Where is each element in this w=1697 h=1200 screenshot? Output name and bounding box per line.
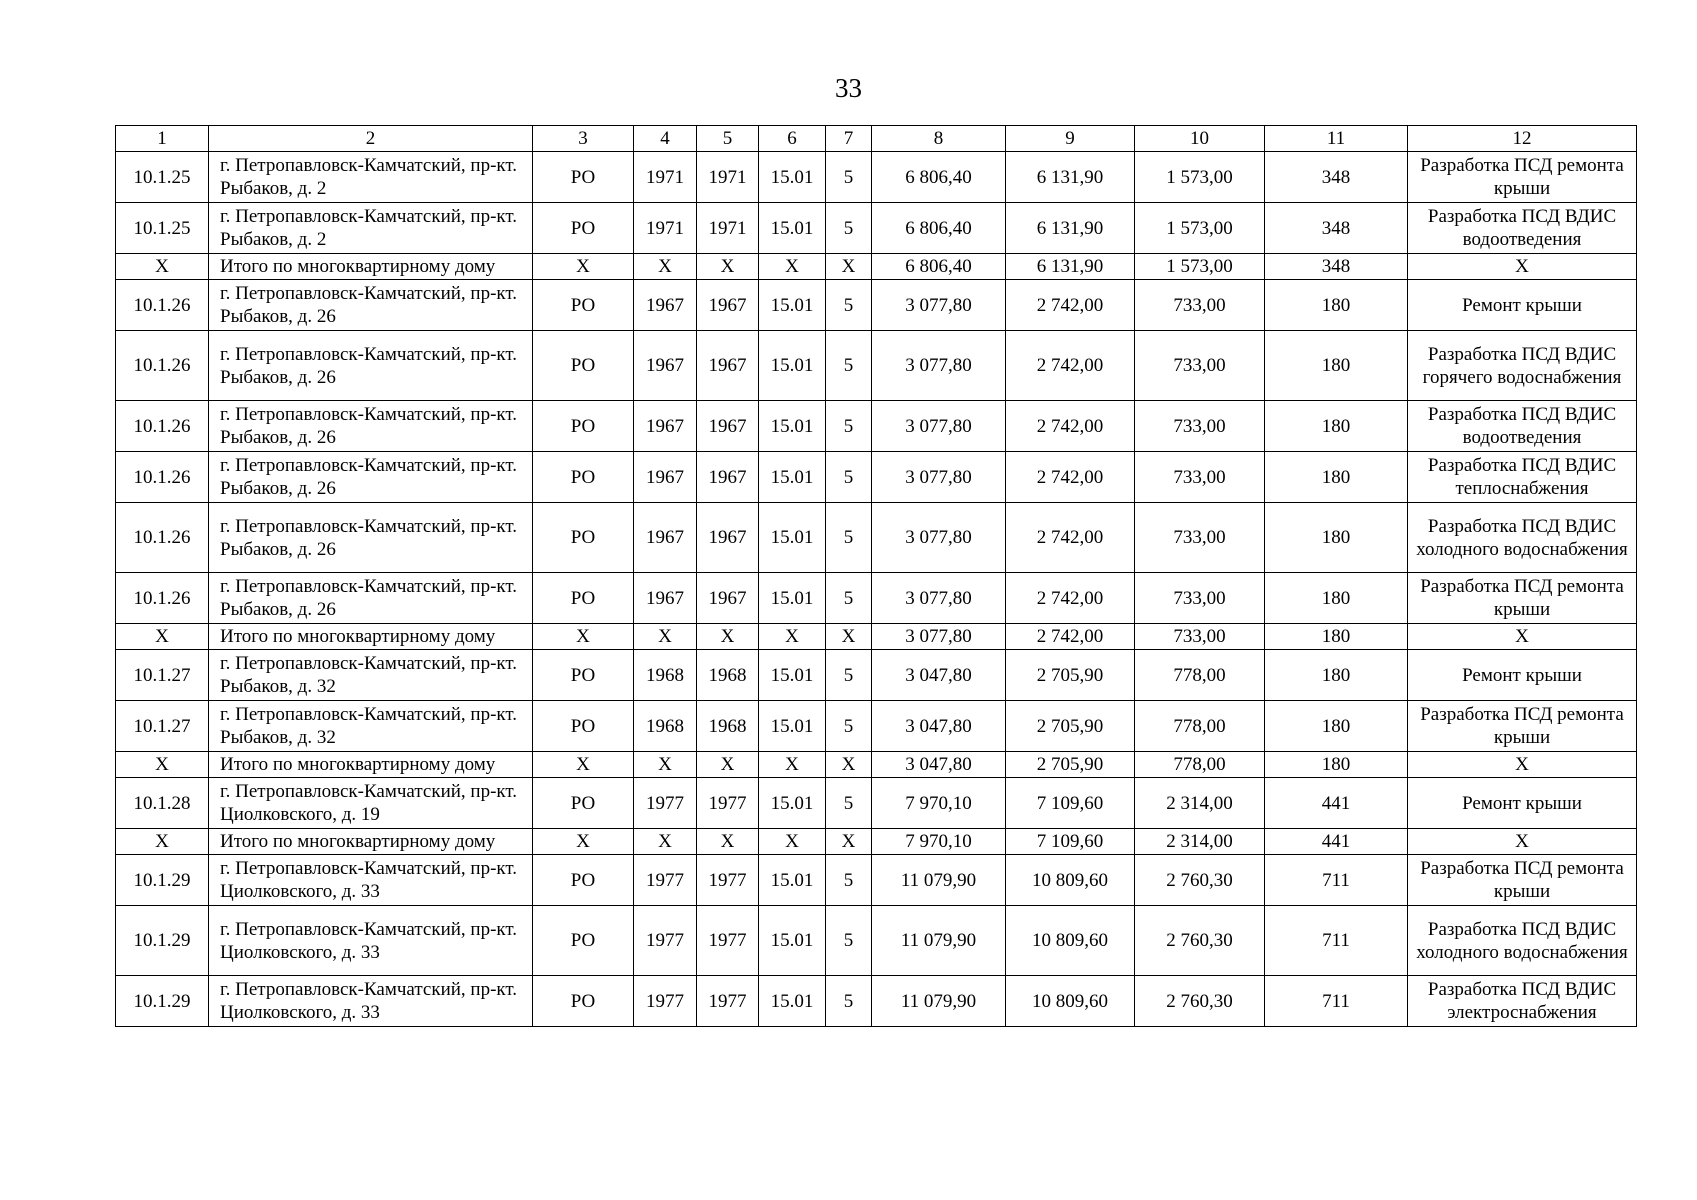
item-number-cell: 10.1.26 [116,452,209,503]
total-row [116,624,1637,650]
year-built-cell: X [634,254,697,280]
work-type-cell: Ремонт крыши [1408,778,1637,829]
table-row [116,778,1637,829]
header-cell: 6 [759,126,826,152]
total-area-cell: 7 970,10 [872,829,1006,855]
living-area-cell: 2 742,00 [1006,503,1135,573]
floors-cell: 5 [826,452,872,503]
type-cell: X [533,254,634,280]
living-area-cell: 10 809,60 [1006,906,1135,976]
living-area-cell: 2 742,00 [1006,573,1135,624]
floors-cell: X [826,254,872,280]
year-commission-cell: X [697,829,759,855]
residents-cell: 180 [1265,452,1408,503]
nonliving-area-cell: 733,00 [1135,624,1265,650]
header-cell: 3 [533,126,634,152]
nonliving-area-cell: 733,00 [1135,331,1265,401]
floors-cell: 5 [826,701,872,752]
item-number-cell: 10.1.26 [116,573,209,624]
type-cell: РО [533,976,634,1027]
work-type-cell: Разработка ПСД ремонта крыши [1408,152,1637,203]
total-area-cell: 6 806,40 [872,254,1006,280]
total-area-cell: 3 077,80 [872,573,1006,624]
address-cell: г. Петропавловск-Камчатский, пр-кт. Рыбаков, д. 26 [209,452,533,503]
floors-cell: 5 [826,152,872,203]
year-built-cell: 1967 [634,573,697,624]
total-area-cell: 11 079,90 [872,976,1006,1027]
year-commission-cell: 1971 [697,203,759,254]
nonliving-area-cell: 733,00 [1135,503,1265,573]
residents-cell: 441 [1265,829,1408,855]
residents-cell: 180 [1265,650,1408,701]
nonliving-area-cell: 778,00 [1135,752,1265,778]
item-number-cell: 10.1.29 [116,855,209,906]
year-built-cell: 1968 [634,650,697,701]
header-cell: 11 [1265,126,1408,152]
work-type-cell: X [1408,752,1637,778]
total-row [116,752,1637,778]
year-commission-cell: 1977 [697,778,759,829]
residents-cell: 348 [1265,203,1408,254]
type-cell: РО [533,452,634,503]
item-number-cell: 10.1.25 [116,203,209,254]
item-number-cell: 10.1.26 [116,401,209,452]
table-row [116,503,1637,573]
address-cell: г. Петропавловск-Камчатский, пр-кт. Циолковского, д. 33 [209,906,533,976]
address-cell: Итого по многоквартирному дому [209,829,533,855]
work-type-cell: Разработка ПСД ремонта крыши [1408,855,1637,906]
nonliving-area-cell: 733,00 [1135,401,1265,452]
nonliving-area-cell: 1 573,00 [1135,203,1265,254]
year-built-cell: 1967 [634,331,697,401]
residents-cell: 180 [1265,503,1408,573]
living-area-cell: 2 742,00 [1006,331,1135,401]
code-cell: 15.01 [759,976,826,1027]
work-type-cell: Разработка ПСД ВДИС водоотведения [1408,203,1637,254]
year-commission-cell: 1977 [697,855,759,906]
work-type-cell: Разработка ПСД ВДИС электроснабжения [1408,976,1637,1027]
nonliving-area-cell: 778,00 [1135,650,1265,701]
living-area-cell: 7 109,60 [1006,829,1135,855]
address-cell: г. Петропавловск-Камчатский, пр-кт. Рыбаков, д. 26 [209,280,533,331]
year-built-cell: 1977 [634,906,697,976]
living-area-cell: 10 809,60 [1006,855,1135,906]
residents-cell: 711 [1265,855,1408,906]
type-cell: РО [533,573,634,624]
type-cell: X [533,752,634,778]
living-area-cell: 2 742,00 [1006,452,1135,503]
header-cell: 12 [1408,126,1637,152]
living-area-cell: 2 742,00 [1006,624,1135,650]
type-cell: РО [533,331,634,401]
year-commission-cell: X [697,752,759,778]
floors-cell: 5 [826,650,872,701]
code-cell: X [759,254,826,280]
address-cell: г. Петропавловск-Камчатский, пр-кт. Рыбаков, д. 2 [209,203,533,254]
code-cell: 15.01 [759,203,826,254]
address-cell: г. Петропавловск-Камчатский, пр-кт. Рыбаков, д. 2 [209,152,533,203]
total-area-cell: 3 077,80 [872,280,1006,331]
year-commission-cell: 1967 [697,331,759,401]
year-commission-cell: X [697,624,759,650]
living-area-cell: 2 742,00 [1006,280,1135,331]
code-cell: 15.01 [759,650,826,701]
code-cell: X [759,624,826,650]
table-row [116,280,1637,331]
year-commission-cell: 1967 [697,573,759,624]
type-cell: РО [533,650,634,701]
address-cell: г. Петропавловск-Камчатский, пр-кт. Циолковского, д. 19 [209,778,533,829]
table-row [116,701,1637,752]
year-built-cell: 1968 [634,701,697,752]
table-row [116,331,1637,401]
nonliving-area-cell: 2 314,00 [1135,778,1265,829]
item-number-cell: X [116,752,209,778]
address-cell: Итого по многоквартирному дому [209,624,533,650]
residents-cell: 441 [1265,778,1408,829]
table-body [116,126,1637,1027]
item-number-cell: X [116,254,209,280]
address-cell: г. Петропавловск-Камчатский, пр-кт. Рыбаков, д. 32 [209,701,533,752]
nonliving-area-cell: 733,00 [1135,573,1265,624]
floors-cell: 5 [826,203,872,254]
code-cell: 15.01 [759,855,826,906]
item-number-cell: X [116,624,209,650]
year-built-cell: 1967 [634,503,697,573]
item-number-cell: 10.1.26 [116,331,209,401]
page-number: 33 [835,73,862,103]
floors-cell: 5 [826,280,872,331]
floors-cell: X [826,752,872,778]
year-built-cell: X [634,752,697,778]
nonliving-area-cell: 1 573,00 [1135,152,1265,203]
floors-cell: 5 [826,976,872,1027]
year-commission-cell: 1967 [697,401,759,452]
code-cell: 15.01 [759,503,826,573]
type-cell: РО [533,503,634,573]
table-row [116,401,1637,452]
header-cell: 9 [1006,126,1135,152]
item-number-cell: X [116,829,209,855]
table-row [116,152,1637,203]
code-cell: 15.01 [759,701,826,752]
code-cell: 15.01 [759,573,826,624]
residents-cell: 180 [1265,280,1408,331]
table-row [116,976,1637,1027]
year-commission-cell: 1967 [697,280,759,331]
item-number-cell: 10.1.26 [116,503,209,573]
type-cell: РО [533,203,634,254]
nonliving-area-cell: 778,00 [1135,701,1265,752]
header-cell: 1 [116,126,209,152]
residents-cell: 180 [1265,701,1408,752]
table-row [116,573,1637,624]
type-cell: РО [533,701,634,752]
floors-cell: X [826,624,872,650]
header-cell: 5 [697,126,759,152]
floors-cell: 5 [826,331,872,401]
header-row [116,126,1637,152]
code-cell: 15.01 [759,401,826,452]
code-cell: X [759,752,826,778]
address-cell: г. Петропавловск-Камчатский, пр-кт. Циолковского, д. 33 [209,855,533,906]
work-type-cell: Разработка ПСД ВДИС теплоснабжения [1408,452,1637,503]
living-area-cell: 6 131,90 [1006,152,1135,203]
total-area-cell: 3 047,80 [872,650,1006,701]
living-area-cell: 2 705,90 [1006,701,1135,752]
header-cell: 10 [1135,126,1265,152]
work-type-cell: Ремонт крыши [1408,650,1637,701]
year-built-cell: X [634,829,697,855]
living-area-cell: 10 809,60 [1006,976,1135,1027]
address-cell: г. Петропавловск-Камчатский, пр-кт. Рыбаков, д. 26 [209,331,533,401]
nonliving-area-cell: 733,00 [1135,280,1265,331]
item-number-cell: 10.1.27 [116,650,209,701]
residents-cell: 711 [1265,976,1408,1027]
residents-cell: 348 [1265,152,1408,203]
nonliving-area-cell: 2 760,30 [1135,906,1265,976]
total-area-cell: 11 079,90 [872,855,1006,906]
header-cell: 7 [826,126,872,152]
type-cell: X [533,829,634,855]
total-area-cell: 3 077,80 [872,401,1006,452]
type-cell: РО [533,778,634,829]
residents-cell: 180 [1265,752,1408,778]
nonliving-area-cell: 2 760,30 [1135,976,1265,1027]
living-area-cell: 2 705,90 [1006,752,1135,778]
item-number-cell: 10.1.28 [116,778,209,829]
item-number-cell: 10.1.27 [116,701,209,752]
floors-cell: X [826,829,872,855]
item-number-cell: 10.1.26 [116,280,209,331]
year-built-cell: X [634,624,697,650]
year-commission-cell: X [697,254,759,280]
residents-cell: 180 [1265,573,1408,624]
floors-cell: 5 [826,573,872,624]
code-cell: X [759,829,826,855]
type-cell: X [533,624,634,650]
residents-cell: 711 [1265,906,1408,976]
data-table [115,125,1637,1027]
code-cell: 15.01 [759,280,826,331]
nonliving-area-cell: 733,00 [1135,452,1265,503]
type-cell: РО [533,280,634,331]
work-type-cell: X [1408,829,1637,855]
address-cell: Итого по многоквартирному дому [209,254,533,280]
floors-cell: 5 [826,503,872,573]
total-area-cell: 7 970,10 [872,778,1006,829]
code-cell: 15.01 [759,152,826,203]
table-row [116,452,1637,503]
year-commission-cell: 1971 [697,152,759,203]
floors-cell: 5 [826,401,872,452]
year-built-cell: 1967 [634,280,697,331]
table-row [116,650,1637,701]
nonliving-area-cell: 2 760,30 [1135,855,1265,906]
type-cell: РО [533,906,634,976]
living-area-cell: 2 742,00 [1006,401,1135,452]
total-row [116,254,1637,280]
year-commission-cell: 1967 [697,503,759,573]
year-built-cell: 1967 [634,452,697,503]
residents-cell: 180 [1265,401,1408,452]
header-cell: 2 [209,126,533,152]
total-area-cell: 3 047,80 [872,752,1006,778]
year-built-cell: 1971 [634,152,697,203]
total-area-cell: 3 077,80 [872,503,1006,573]
item-number-cell: 10.1.25 [116,152,209,203]
total-area-cell: 11 079,90 [872,906,1006,976]
work-type-cell: X [1408,624,1637,650]
address-cell: г. Петропавловск-Камчатский, пр-кт. Циолковского, д. 33 [209,976,533,1027]
year-commission-cell: 1968 [697,650,759,701]
year-commission-cell: 1977 [697,906,759,976]
work-type-cell: X [1408,254,1637,280]
code-cell: 15.01 [759,452,826,503]
living-area-cell: 2 705,90 [1006,650,1135,701]
year-built-cell: 1971 [634,203,697,254]
type-cell: РО [533,401,634,452]
year-built-cell: 1977 [634,855,697,906]
work-type-cell: Ремонт крыши [1408,280,1637,331]
total-area-cell: 6 806,40 [872,152,1006,203]
header-cell: 8 [872,126,1006,152]
nonliving-area-cell: 1 573,00 [1135,254,1265,280]
code-cell: 15.01 [759,778,826,829]
type-cell: РО [533,855,634,906]
table-row [116,906,1637,976]
total-area-cell: 3 077,80 [872,452,1006,503]
item-number-cell: 10.1.29 [116,976,209,1027]
table-row [116,203,1637,254]
year-commission-cell: 1967 [697,452,759,503]
residents-cell: 348 [1265,254,1408,280]
nonliving-area-cell: 2 314,00 [1135,829,1265,855]
header-cell: 4 [634,126,697,152]
year-built-cell: 1977 [634,778,697,829]
type-cell: РО [533,152,634,203]
address-cell: г. Петропавловск-Камчатский, пр-кт. Рыбаков, д. 32 [209,650,533,701]
work-type-cell: Разработка ПСД ремонта крыши [1408,701,1637,752]
work-type-cell: Разработка ПСД ремонта крыши [1408,573,1637,624]
address-cell: г. Петропавловск-Камчатский, пр-кт. Рыбаков, д. 26 [209,573,533,624]
year-built-cell: 1977 [634,976,697,1027]
floors-cell: 5 [826,778,872,829]
year-commission-cell: 1977 [697,976,759,1027]
work-type-cell: Разработка ПСД ВДИС водоотведения [1408,401,1637,452]
work-type-cell: Разработка ПСД ВДИС холодного водоснабжения [1408,503,1637,573]
item-number-cell: 10.1.29 [116,906,209,976]
residents-cell: 180 [1265,331,1408,401]
total-area-cell: 3 077,80 [872,624,1006,650]
residents-cell: 180 [1265,624,1408,650]
work-type-cell: Разработка ПСД ВДИС горячего водоснабжения [1408,331,1637,401]
total-row [116,829,1637,855]
living-area-cell: 6 131,90 [1006,254,1135,280]
table-row [116,855,1637,906]
living-area-cell: 6 131,90 [1006,203,1135,254]
floors-cell: 5 [826,855,872,906]
total-area-cell: 6 806,40 [872,203,1006,254]
code-cell: 15.01 [759,331,826,401]
address-cell: Итого по многоквартирному дому [209,752,533,778]
living-area-cell: 7 109,60 [1006,778,1135,829]
work-type-cell: Разработка ПСД ВДИС холодного водоснабжения [1408,906,1637,976]
address-cell: г. Петропавловск-Камчатский, пр-кт. Рыбаков, д. 26 [209,401,533,452]
address-cell: г. Петропавловск-Камчатский, пр-кт. Рыбаков, д. 26 [209,503,533,573]
code-cell: 15.01 [759,906,826,976]
floors-cell: 5 [826,906,872,976]
year-built-cell: 1967 [634,401,697,452]
total-area-cell: 3 077,80 [872,331,1006,401]
total-area-cell: 3 047,80 [872,701,1006,752]
year-commission-cell: 1968 [697,701,759,752]
